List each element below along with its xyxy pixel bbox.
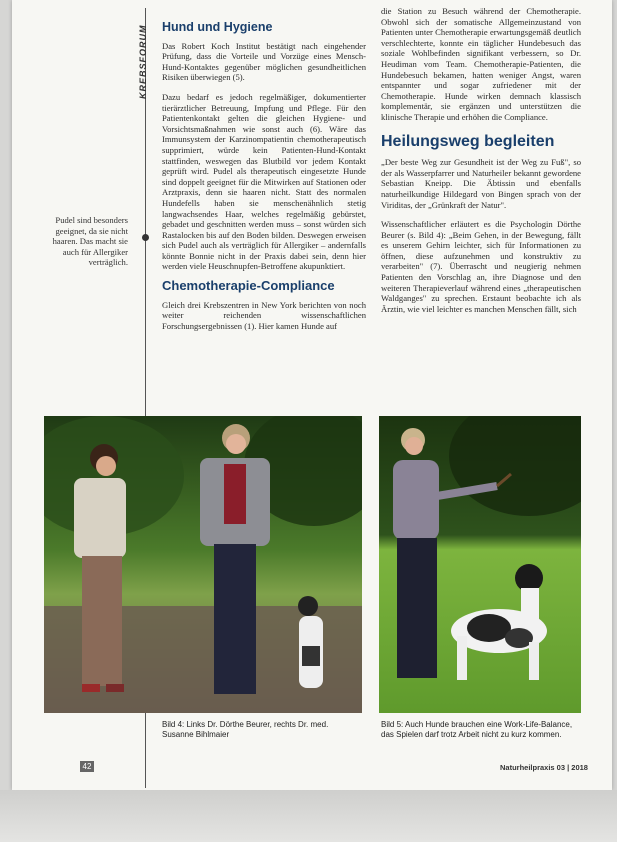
photo-illustration bbox=[44, 416, 362, 713]
heading-heilungsweg-begleiten: Heilungsweg begleiten bbox=[381, 132, 555, 150]
photo-woman-playing-with-dog bbox=[379, 416, 581, 713]
margin-bullet bbox=[142, 234, 149, 241]
page-number: 42 bbox=[80, 761, 94, 772]
footer-publication: Naturheilpraxis 03 | 2018 bbox=[500, 763, 588, 772]
heading-hund-und-hygiene: Hund und Hygiene bbox=[162, 22, 273, 34]
caption-bild-5: Bild 5: Auch Hunde brauchen eine Work-Life-Balance, das Spielen darf trotz Arbeit nicht zu kurz kommen. bbox=[381, 720, 573, 739]
paragraph: Wissenschaftlicher erläutert es die Psychologin Dörthe Beurer (s. Bild 4): „Beim Gehen, in der Bewegung, fällt es unserem Gehirn leichter, sich für Informationen zu öffnen, diese aufzunehmen und konstruktiv zu verarbeiten" (7). Überrascht und neugierig nehmen Patienten den Vorschlag an, ihre Diagnose und den weiteren Therapieverlauf während eines „therapeutischen Waldganges" zu sprechen. Erstaunt beobachte ich als Ärztin, wie viel leichter es manchen Menschen fällt, sich bbox=[381, 219, 581, 314]
paragraph: Dazu bedarf es jedoch regelmäßiger, dokumentierter tierärztlicher Betreuung, Impfung und Pflege. Für den Patientenkontakt gelten die gleichen Hygiene- und Vorsichtsmaßnahmen wie sonst auch (6). Wäre das Immunsystem der Karzinompatientin chemotherapeutisch supprimiert, würde kein Patienten-Hund-Kontakt stattfinden, weswegen das Blutbild vor jedem Kontakt geprüft wird. Pudel als therapeutisch eingesetzte Hunde sind doppelt geeignet für die Mitwirken auf Stationen oder Arztpraxis, denn sie haaren nicht. Statt des normalen Hundefells haben sie menschenähnlich stetig langwachsendes Haar, welches regelmäßig gebürstet, gebadet und geschnitten werden muss – sonst würden sich Rastalocken bis auf den Boden bilden. Deswegen erweisen sich Pudel auch als verträglich für Allergiker – andernfalls könnte Bonnie nicht in der Praxis dabei sein, denn hier werden viele Heuschnupfen-Betroffene akupunktiert. bbox=[162, 91, 366, 272]
paragraph: die Station zu Besuch während der Chemotherapie. Obwohl sich der somatische Allgemeinzustand von Patienten unter Chemotherapie erwartungsgemäß deutlich verschlechterte, konnte ein täglicher Hundebesuch das soziale Wohlbefinden signifikant verbessern, so Dr. Heudiman vom Team. Chemotherapie-Patienten, die Hundebesuch bekamen, hatten weniger Angst, waren entspannter und sogar zufriedener mit der Chemotherapie. Hunde wirken demnach klassisch komplementär, sie ergänzen und unterstützen die klinische Therapie und erhöhen die Compliance. bbox=[381, 6, 581, 122]
photo-illustration bbox=[379, 416, 581, 713]
text-column-2 bbox=[381, 6, 581, 410]
scan-background bbox=[0, 790, 617, 842]
section-label: KREBSFORUM bbox=[138, 24, 148, 100]
caption-bild-4: Bild 4: Links Dr. Dörthe Beurer, rechts Dr. med. Susanne Bihlmaier bbox=[162, 720, 329, 739]
paragraph: Gleich drei Krebszentren in New York berichten von noch weiter reichenden wissenschaftlichen Forschungsergebnissen (1). Hier kamen Hunde auf bbox=[162, 299, 366, 331]
paragraph: „Der beste Weg zur Gesundheit ist der Weg zu Fuß", so der als Wasserpfarrer und Naturheiler bekannt gewordene Sebastian Kneipp. Die Äbtissin und ebenfalls naturheilkundige Hildegard von Bingen sprach von der Viriditas, der „Grünkraft der Natur". bbox=[381, 157, 581, 210]
margin-note: Pudel sind besonders geeignet, da sie nicht haaren. Das macht sie auch für Allergiker verträglich. bbox=[52, 215, 128, 268]
text-column-1 bbox=[162, 22, 366, 410]
photo-two-women-with-dog bbox=[44, 416, 362, 713]
heading-chemotherapie-compliance: Chemotherapie-Compliance bbox=[162, 278, 335, 294]
paragraph: Das Robert Koch Institut bestätigt nach eingehender Prüfung, dass die Vorteile und Vorzüge eines Mensch-Hund-Kontaktes gegenüber möglichen gesundheitlichen Risiken überwiegen (5). bbox=[162, 40, 366, 83]
